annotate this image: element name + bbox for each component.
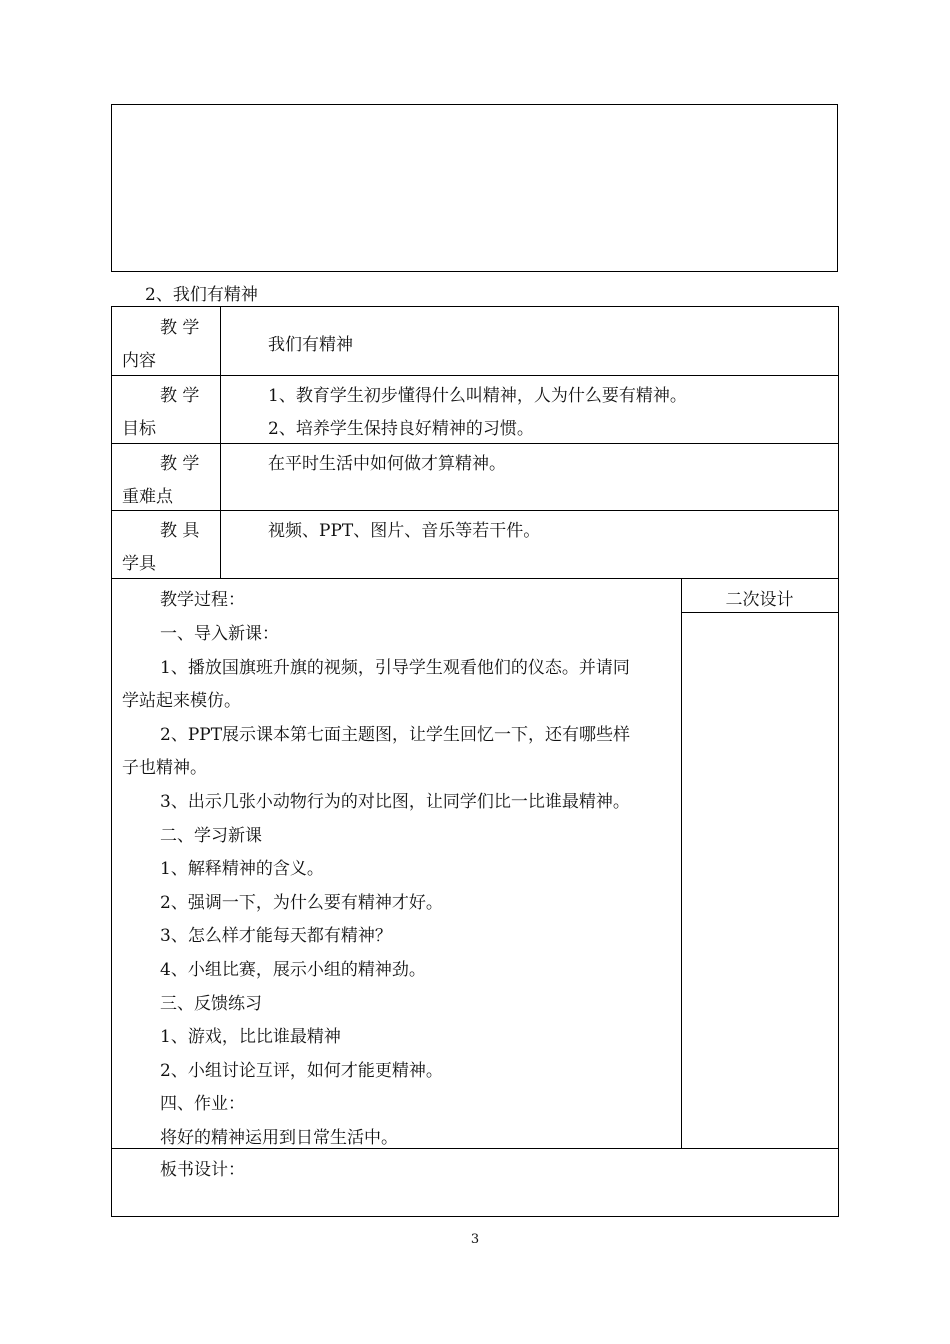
process-line: 学站起来模仿。 (122, 691, 241, 712)
process-line: 2、PPT展示课本第七面主题图，让学生回忆一下，还有哪些样 (160, 724, 631, 745)
content-value: 我们有精神 (268, 335, 353, 355)
process-line: 3、出示几张小动物行为的对比图，让同学们比一比谁最精神。 (160, 792, 630, 812)
empty-top-box (111, 104, 838, 272)
section-heading: 2、我们有精神 (145, 285, 258, 305)
process-line: 三、反馈练习 (160, 993, 262, 1014)
process-line: 四、作业： (160, 1094, 245, 1115)
label-difficulty-line1: 教 学 (160, 454, 200, 474)
process-line: 将好的精神运用到日常生活中。 (160, 1128, 398, 1148)
label-content-line2: 内容 (122, 351, 156, 371)
process-line: 1、播放国旗班升旗的视频，引导学生观看他们的仪态。并请同 (160, 657, 630, 678)
objective-item-2: 2、培养学生保持良好精神的习惯。 (268, 419, 534, 439)
label-tools-line1: 教 具 (160, 521, 200, 541)
process-line: 一、导入新课： (160, 624, 279, 644)
tools-value: 视频、PPT、图片、音乐等若干件。 (268, 521, 541, 541)
board-design-label: 板书设计： (160, 1160, 245, 1180)
process-title: 教学过程： (160, 590, 245, 610)
label-objective-line2: 目标 (122, 419, 156, 439)
process-line: 1、解释精神的含义。 (160, 859, 324, 880)
process-line: 2、小组讨论互评，如何才能更精神。 (160, 1060, 443, 1081)
label-content-line1: 教 学 (160, 318, 200, 338)
label-difficulty-line2: 重难点 (122, 487, 173, 507)
process-line: 2、强调一下，为什么要有精神才好。 (160, 892, 443, 913)
difficulty-value: 在平时生活中如何做才算精神。 (268, 454, 506, 474)
process-line: 1、游戏，比比谁最精神 (160, 1027, 341, 1048)
second-design-header: 二次设计 (725, 590, 794, 610)
process-line: 二、学习新课 (160, 825, 262, 846)
page-number: 3 (470, 1232, 480, 1247)
label-tools-line2: 学具 (122, 554, 156, 574)
process-line: 4、小组比赛，展示小组的精神劲。 (160, 960, 426, 980)
label-objective-line1: 教 学 (160, 386, 200, 406)
objective-item-1: 1、教育学生初步懂得什么叫精神，人为什么要有精神。 (268, 386, 687, 406)
process-line: 3、怎么样才能每天都有精神？ (160, 926, 392, 947)
lesson-plan-table (111, 306, 839, 1217)
process-line: 子也精神。 (122, 758, 207, 779)
